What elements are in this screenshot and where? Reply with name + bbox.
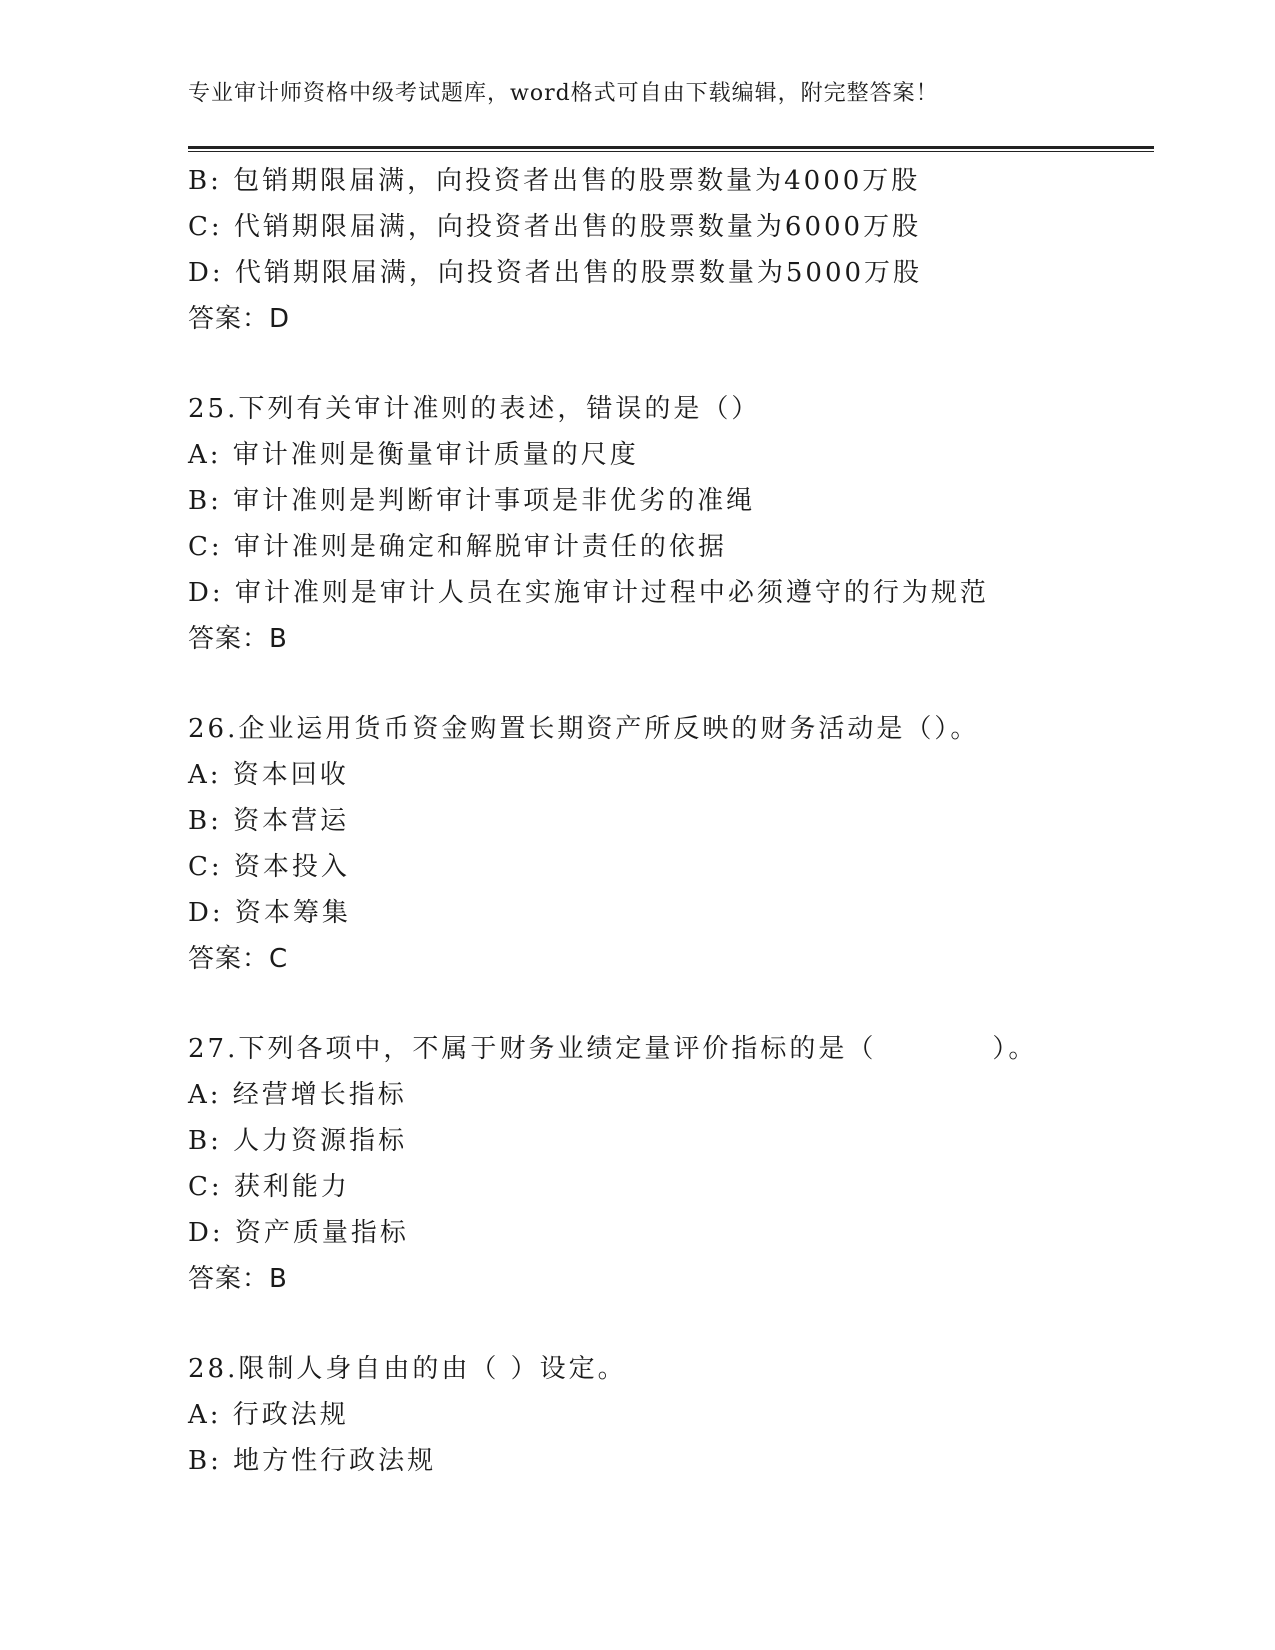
option-line: B: 资本营运	[188, 806, 350, 836]
option-line: B: 审计准则是判断审计事项是非优劣的准绳	[188, 486, 756, 516]
option-line: C: 审计准则是确定和解脱审计责任的依据	[188, 532, 727, 562]
option-line: A: 经营增长指标	[188, 1080, 407, 1110]
question-25	[188, 386, 1154, 662]
option-line: C: 代销期限届满，向投资者出售的股票数量为6000万股	[188, 212, 922, 242]
answer-line: 答案：D	[188, 304, 291, 334]
question-28	[188, 1346, 1154, 1484]
question-stem: 28.限制人身自由的由（ ）设定。	[188, 1354, 627, 1384]
option-line: B: 包销期限届满，向投资者出售的股票数量为4000万股	[188, 166, 921, 196]
question-27	[188, 1026, 1154, 1302]
option-line: B: 人力资源指标	[188, 1126, 408, 1156]
option-line: C: 资本投入	[188, 852, 350, 882]
header-rule-thick	[188, 146, 1154, 149]
option-line: D: 代销期限届满，向投资者出售的股票数量为5000万股	[188, 258, 923, 288]
option-line: A: 审计准则是衡量审计质量的尺度	[188, 440, 639, 470]
question-stem: 27.下列各项中，不属于财务业绩定量评价指标的是（ ）。	[188, 1034, 1038, 1064]
question-24-continued	[188, 158, 1154, 342]
question-stem: 25.下列有关审计准则的表述，错误的是（）	[188, 394, 761, 424]
question-stem: 26.企业运用货币资金购置长期资产所反映的财务活动是（）。	[188, 714, 980, 744]
question-26	[188, 706, 1154, 982]
option-line: D: 审计准则是审计人员在实施审计过程中必须遵守的行为规范	[188, 578, 989, 608]
option-line: B: 地方性行政法规	[188, 1446, 437, 1476]
option-line: A: 行政法规	[188, 1400, 349, 1430]
header-rule-thin	[188, 151, 1154, 152]
answer-line: 答案：C	[188, 944, 289, 974]
answer-line: 答案：B	[188, 1264, 288, 1294]
option-line: A: 资本回收	[188, 760, 349, 790]
question-content	[188, 158, 1154, 1484]
option-line: D: 资产质量指标	[188, 1218, 409, 1248]
page-header: 专业审计师资格中级考试题库，word格式可自由下载编辑，附完整答案！	[188, 81, 939, 106]
option-line: D: 资本筹集	[188, 898, 351, 928]
answer-line: 答案：B	[188, 624, 288, 654]
option-line: C: 获利能力	[188, 1172, 350, 1202]
